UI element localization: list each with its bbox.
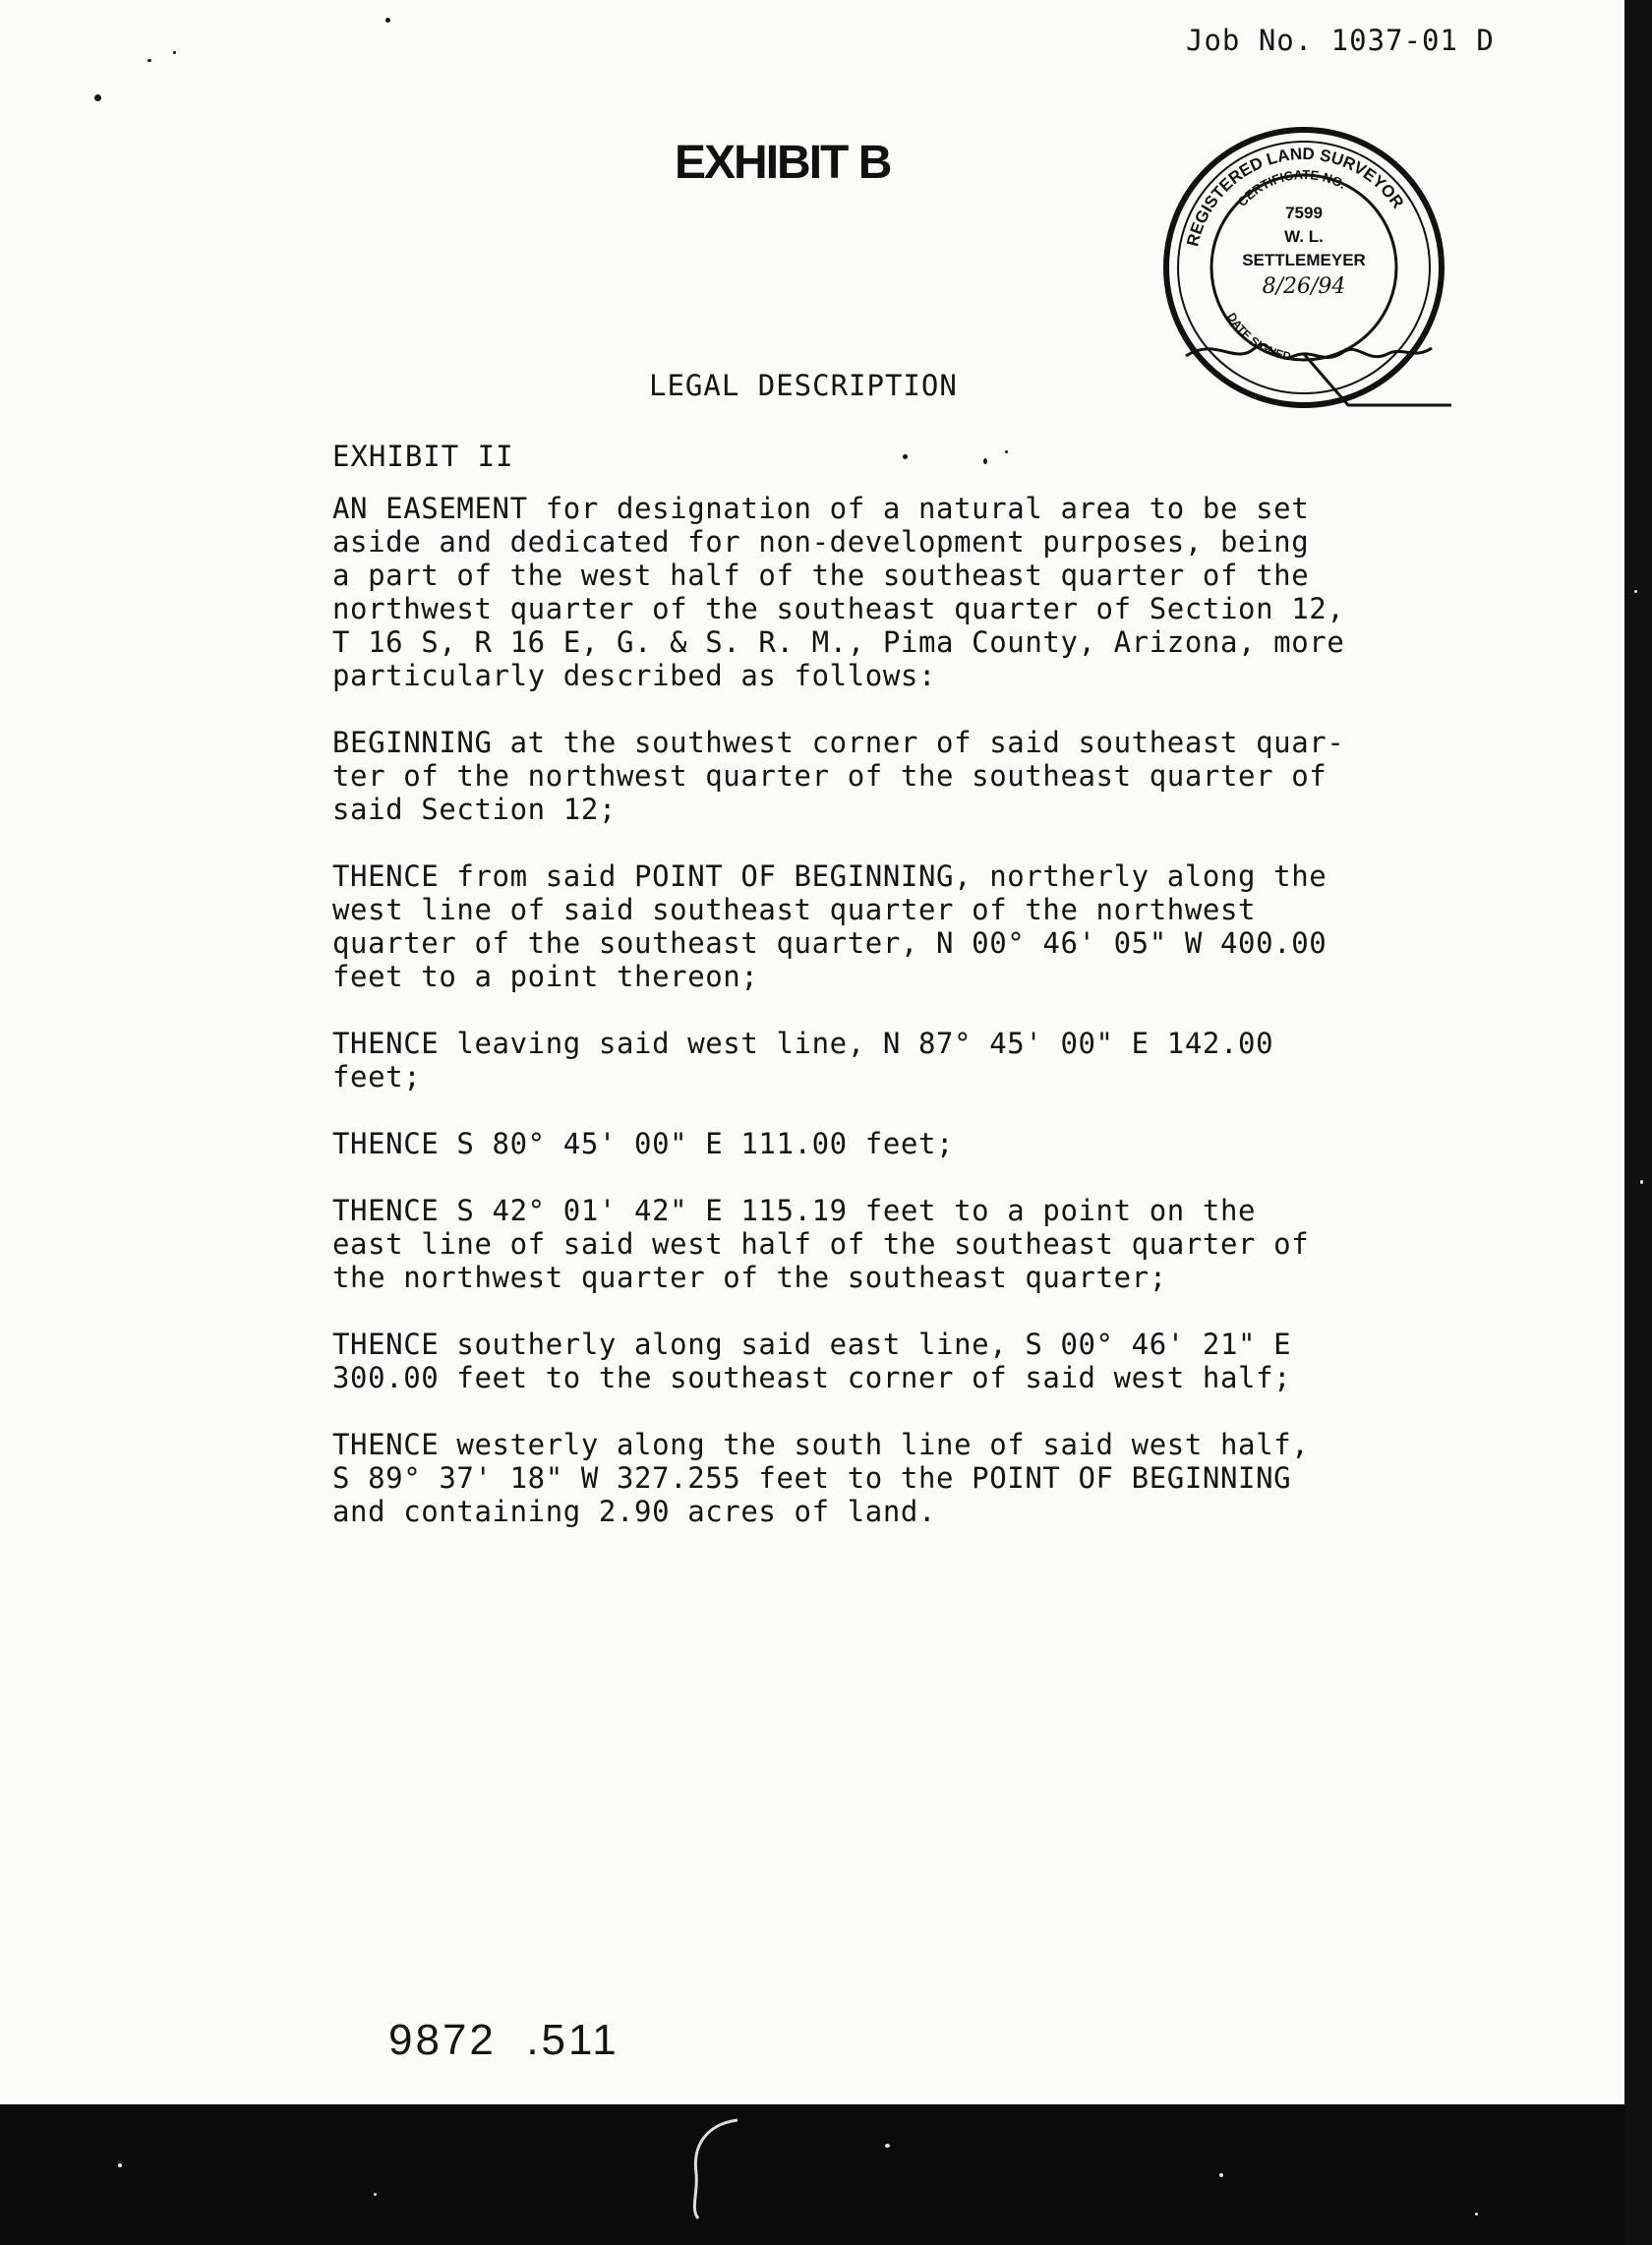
job-number: Job No. 1037-01 D	[1186, 24, 1495, 57]
scan-speck	[983, 458, 987, 464]
paragraph-course-6: THENCE westerly along the south line of said west half, S 89° 37' 18" W 327.255 feet to the POINT OF BEGINNING and containing 2.90 acres of land.	[332, 1428, 1310, 1528]
scan-speck	[173, 51, 176, 54]
legal-description-heading: LEGAL DESCRIPTION	[649, 369, 958, 402]
seal-date: 8/26/94	[1262, 274, 1346, 299]
signature	[1186, 344, 1451, 405]
paragraph-course-5: THENCE southerly along said east line, S 00° 46' 21" E 300.00 feet to the southeast corner of said west half;	[332, 1328, 1292, 1394]
svg-text:DATE SIGNED	[1224, 311, 1292, 364]
paragraph-course-4: THENCE S 42° 01' 42" E 115.19 feet to a point on the east line of said west half of the southeast quarter of the northwest quarter of the southeast quarter;	[332, 1194, 1310, 1294]
legal-description-body	[332, 492, 1414, 1562]
scan-speck	[885, 2144, 890, 2148]
document-number: 9872 .511	[388, 2016, 620, 2064]
scan-speck	[118, 2163, 122, 2167]
seal-surname: SETTLEMEYER	[1242, 251, 1366, 269]
paragraph-beginning: BEGINNING at the southwest corner of said southeast quar- ter of the northwest quarter of the southeast quarter of said Section 12;	[332, 726, 1345, 826]
seal-certificate-label: CERTIFICATE NO.	[1234, 166, 1349, 209]
exhibit-subheading: EXHIBIT II	[332, 440, 514, 473]
exhibit-title: EXHIBIT B	[675, 137, 891, 189]
scan-mark	[678, 2114, 747, 2222]
scan-speck	[1005, 450, 1008, 453]
scan-speck	[1634, 590, 1637, 593]
surveyor-seal	[1156, 120, 1451, 415]
seal-initials: W. L.	[1284, 227, 1324, 246]
seal-date-label: DATE SIGNED	[1224, 310, 1293, 364]
scan-speck	[1640, 1180, 1643, 1184]
scan-speck	[1219, 2173, 1223, 2177]
seal-number: 7599	[1285, 204, 1323, 222]
paragraph-course-3: THENCE S 80° 45' 00" E 111.00 feet;	[332, 1127, 955, 1160]
seal-ring-text: REGISTERED LAND SURVEYOR	[1183, 144, 1408, 249]
paragraph-course-1: THENCE from said POINT OF BEGINNING, northerly along the west line of said southeast quarter of the northwest quarter of the southeast quarter, N 00° 46' 05" W 400.00 feet to a point thereon;	[332, 859, 1328, 993]
scan-speck	[374, 2193, 377, 2196]
scan-speck	[94, 94, 101, 101]
scan-edge	[1624, 0, 1652, 2245]
scan-speck	[1475, 2213, 1478, 2215]
scan-speck	[148, 59, 151, 62]
scan-speck	[903, 454, 908, 459]
paragraph-easement: AN EASEMENT for designation of a natural area to be set aside and dedicated for non-development purposes, being a part of the west half of the southeast quarter of the northwest quarter of the southeast quarter of Section 12, T 16 S, R 16 E, G. & S. R. M., Pima County, Arizona, more particularly described as follows:	[332, 492, 1345, 692]
scan-speck	[385, 18, 390, 23]
paragraph-course-2: THENCE leaving said west line, N 87° 45' 00" E 142.00 feet;	[332, 1027, 1274, 1093]
